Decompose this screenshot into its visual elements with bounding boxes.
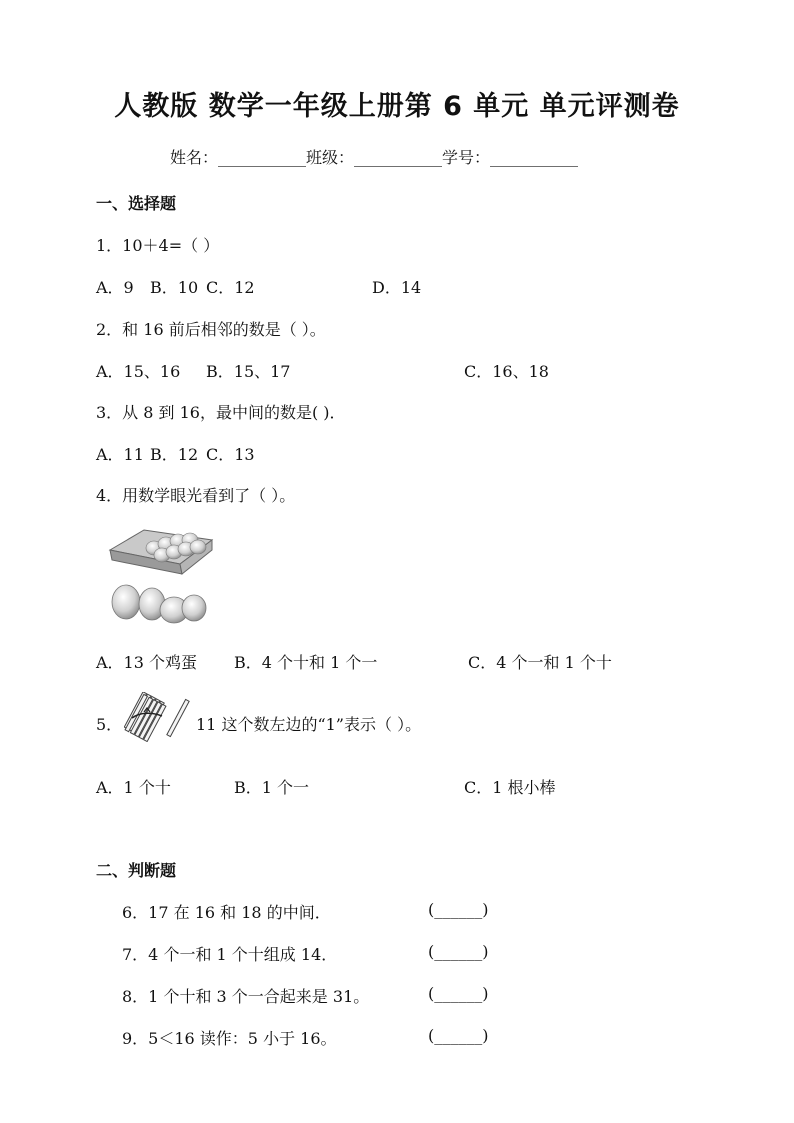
question-4-option-b: B．4 个十和 1 个一 [234,653,378,672]
question-3-option-a: A．11 [96,445,144,464]
question-1-option-d: D．14 [372,278,422,297]
page-title: 人教版 数学一年级上册第 6 单元 单元评测卷 [114,91,680,122]
question-5-option-b: B．1 个一 [234,778,310,797]
question-1-option-c: C．12 [206,278,255,297]
question-5-number: 5． [96,715,123,734]
section-judge-heading: 二、判断题 [96,861,177,880]
stick-bundle-image [124,692,190,742]
judge-item-9-answer[interactable]: (______) [428,1026,489,1045]
question-5-option-c: C．1 根小棒 [464,778,556,797]
question-3-option-b: B．12 [150,445,199,464]
section-choice-heading: 一、选择题 [96,194,177,213]
student-info-line: 姓名：___________班级：___________学号：___________ [170,148,579,167]
question-5-option-a: A．1 个十 [96,778,171,797]
question-1-option-a: A．9 [96,278,134,297]
question-4-option-c: C．4 个一和 1 个十 [468,653,612,672]
question-2-option-a: A．15、16 [96,362,181,381]
judge-item-6-text: 6．17 在 16 和 18 的中间． [122,903,331,922]
egg-carton-image [104,522,214,626]
judge-item-8-answer[interactable]: (______) [428,984,489,1003]
question-1-stem: 1．10＋4=（ ） [96,236,220,255]
question-4-stem: 4．用数学眼光看到了（ ）。 [96,486,296,505]
judge-item-9-text: 9．5＜16 读作：5 小于 16。 [122,1029,337,1048]
question-3-stem: 3．从 8 到 16，最中间的数是( )． [96,403,346,422]
question-2-stem: 2．和 16 前后相邻的数是（ ）。 [96,320,326,339]
question-5-stem: 11 这个数左边的“1”表示（ ）。 [196,715,422,734]
question-4-option-a: A．13 个鸡蛋 [96,653,198,672]
question-3-option-c: C．13 [206,445,255,464]
judge-item-6-answer[interactable]: (______) [428,900,489,919]
question-2-option-b: B．15、17 [206,362,291,381]
judge-item-8-text: 8．1 个十和 3 个一合起来是 31。 [122,987,370,1006]
question-2-option-c: C．16、18 [464,362,549,381]
judge-item-7-answer[interactable]: (______) [428,942,489,961]
question-1-option-b: B．10 [150,278,199,297]
judge-item-7-text: 7．4 个一和 1 个十组成 14． [122,945,338,964]
